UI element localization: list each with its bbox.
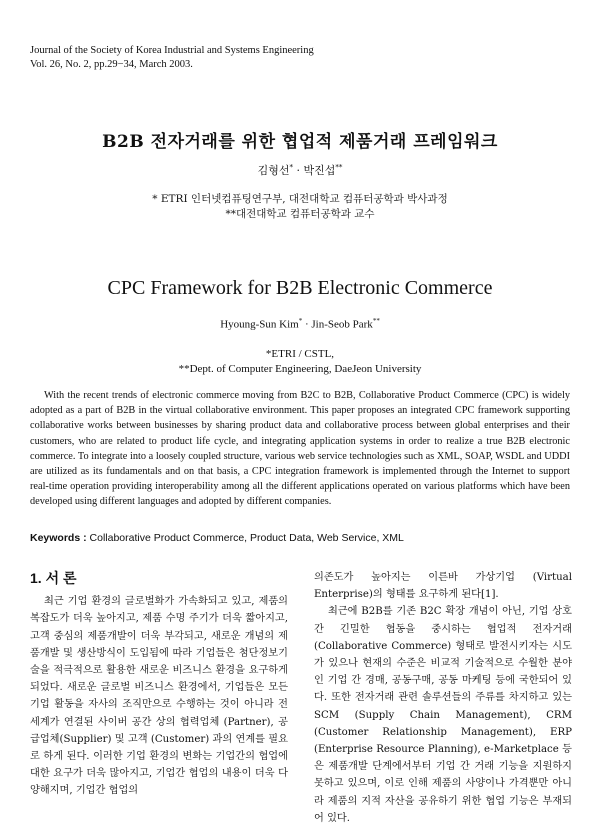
author-2-mark: ** — [372, 317, 380, 325]
author-2-mark: ** — [335, 163, 343, 172]
keywords-text: Collaborative Product Commerce, Product Data, Web Service, XML — [86, 532, 404, 544]
affiliation-2: **Dept. of Computer Engineering, DaeJeon University — [178, 363, 422, 375]
author-1: Hyoung-Sun Kim — [220, 318, 299, 331]
author-1-mark: * — [298, 317, 303, 325]
body-paragraph: 최근 기업 환경의 글로벌화가 가속화되고 있고, 제품의 복잡도가 더욱 높아지고, 제품 수명 주기가 더욱 짧아지고, 고객 중심의 제품개발이 더욱 부각되고, 새로운 개념의 제품개발 및 생산방식이 도입됨에 따라 기업들은 첨단정보기술을 적극적으로 활용한 새로운 비즈니스 환경을 요구하게 되었다. 새로운 글로벌 비즈니스 환경에서, 기업들은 모든 기업 활동을 자사의 조직만으로 수행하는 것이 아니라 전 세계가 연결된 사이버 공간 상의 협력업체 (Partner), 공급업체(Supplier) 및 고객 (Customer) 과의 연계를 필요로 하게 된다. 이러한 기업 환경의 변화는 기업간의 협업에 대한 요구가 더욱 많아지고, 기업간 협업의 내용이 더욱 다양해지며, 기업간 협업의 — [30, 596, 288, 797]
author-2: Jin-Seob Park — [311, 318, 373, 331]
body-paragraph: 최근에 B2B를 기존 B2C 확장 개념이 아닌, 기업 상호간 긴밀한 협동을 중시하는 협업적 전자거래(Collaborative Commerce) 형태로 발전시키자는 시도가 있으나 현재의 수준은 비교적 기술적으로 수월한 분야인 기업 간 경매, 공동구매, 공동 마케팅 등에 국한되어 있다. 또한 전자거래 관련 솔루션들의 주류를 차지하고 있는 SCM (Supply Chain Management), CRM (Customer Relationship Management), ERP (Enterprise Resource Planning), e-Marketplace 등은 제품개발 단계에서부터 기업 간 거래 기능을 지원하지 못하고 있으며, 이로 인해 제품의 사양이나 가격뿐만 아니라 제품의 지적 자산을 공유하기 위한 협업 기능은 부재되어 있다. — [314, 606, 572, 824]
keywords-label: Keywords : — [30, 532, 87, 544]
affiliation-2: **대전대학교 컴퓨터공학과 교수 — [225, 208, 375, 220]
author-separator: · — [293, 164, 304, 177]
affiliations-english — [0, 347, 600, 377]
paper-title-english: CPC Framework for B2B Electronic Commerce — [107, 277, 493, 299]
authors-korean — [0, 162, 600, 178]
authors-english — [0, 317, 600, 331]
author-1-mark: * — [289, 163, 293, 172]
journal-name: Journal of the Society of Korea Industrial and Systems Engineering — [30, 45, 314, 56]
keywords — [30, 532, 570, 544]
abstract: With the recent trends of electronic commerce moving from B2C to B2B, Collaborative Product Commerce (CPC) is widely adopted as a part of B2B in the virtual collaborative environment. This paper proposes an integrated CPC framework supporting collaborative works between businesses by sharing product data and collaborative process between global enterprises and their customers, who are related to product life cycle, and integrating application systems in order to realize a true B2B electronic commerce. To integrate into a loosely coupled structure, various web service technologies such as XML, SOAP, WSDL and UDDI are utilized as its fundamentals and on that basis, a CPC integration framework is implemented through the Internet to support real-time operation providing interoperability among all the different applications operated on various platforms which have been developed using different languages and adopted by different companies. — [30, 390, 570, 508]
author-2: 박진섭 — [303, 164, 336, 177]
body-paragraph: 의존도가 높아지는 이른바 가상기업 (Virtual Enterprise)의 형태를 요구하게 된다[1]. — [314, 572, 572, 601]
paper-title-korean: B2B 전자거래를 위한 협업적 제품거래 프레임워크 — [102, 132, 498, 152]
journal-volume: Vol. 26, No. 2, pp.29−34, March 2003. — [30, 59, 193, 70]
affiliations-korean — [60, 192, 540, 222]
body-column-left — [30, 570, 288, 800]
journal-header — [30, 44, 314, 72]
affiliation-1: *ETRI / CSTL, — [265, 348, 335, 360]
section-heading: 1. 서 론 — [30, 570, 77, 586]
author-1: 김형선 — [257, 164, 290, 177]
author-separator: · — [302, 318, 312, 331]
affiliation-1: * ETRI 인터넷컴퓨팅연구부, 대전대학교 컴퓨터공학과 박사과정 — [152, 193, 448, 205]
body-column-right — [314, 569, 572, 827]
